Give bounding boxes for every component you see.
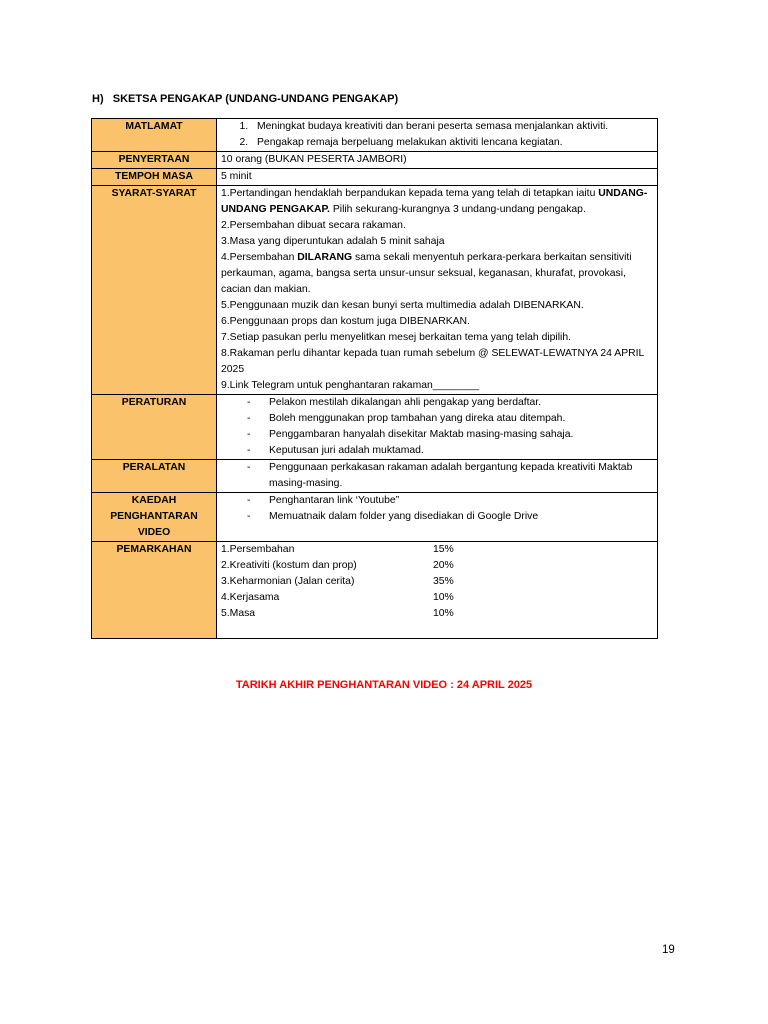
- list-item: - Penggambaran hanyalah disekitar Maktab masing-masing sahaja.: [221, 427, 653, 443]
- syarat-item-8: 8.Rakaman perlu dihantar kepada tuan rumah sebelum @ SELEWAT-LEWATNYA 24 APRIL 2025: [221, 348, 644, 375]
- score-row: 3.Keharmonian (Jalan cerita) 35%: [221, 576, 454, 587]
- syarat-item-1: 1.Pertandingan hendaklah berpandukan kepada tema yang telah di tetapkan iaitu UNDANG-UNDANG PENGAKAP. Pilih sekurang-kurangnya 3 undang-undang pengakap.: [221, 188, 648, 215]
- peralatan-list: [221, 460, 653, 492]
- deadline-note: TARIKH AKHIR PENGHANTARAN VIDEO : 24 APRIL 2025: [235, 679, 533, 691]
- score-row: 1.Persembahan 15%: [221, 544, 454, 555]
- score-row: 4.Kerjasama 10%: [221, 592, 454, 603]
- list-item: - Pelakon mestilah dikalangan ahli pengakap yang berdaftar.: [221, 395, 653, 411]
- score-row: 2.Kreativiti (kostum dan prop) 20%: [221, 560, 454, 571]
- page-number: 19: [662, 944, 675, 956]
- label-tempoh-masa: TEMPOH MASA: [92, 169, 217, 186]
- kaedah-list: [221, 493, 653, 525]
- syarat-item-6: 6.Penggunaan props dan kostum juga DIBENARKAN.: [221, 316, 470, 327]
- syarat-item-4: 4.Persembahan DILARANG sama sekali menyentuh perkara-perkara berkaitan sensitiviti perkauman, agama, bangsa serta unsur-unsur seksual, keganasan, khurafat, provokasi, cacian dan makian.: [221, 252, 632, 295]
- row-matlamat: [92, 119, 658, 152]
- score-row: 5.Masa 10%: [221, 608, 454, 619]
- row-peraturan: [92, 395, 658, 460]
- value-peralatan: [217, 460, 658, 493]
- peraturan-list: [221, 395, 653, 459]
- label-peraturan: PERATURAN: [92, 395, 217, 460]
- list-item: - Keputusan juri adalah muktamad.: [221, 443, 653, 459]
- value-matlamat: [217, 119, 658, 152]
- label-syarat: SYARAT-SYARAT: [92, 186, 217, 395]
- list-item: 2. Pengakap remaja berpeluang melakukan aktiviti lencana kegiatan.: [251, 135, 653, 151]
- label-peralatan: PERALATAN: [92, 460, 217, 493]
- value-penyertaan: 10 orang (BUKAN PESERTA JAMBORI): [217, 152, 658, 169]
- value-kaedah: [217, 493, 658, 542]
- list-item: - Penghantaran link ‘Youtube”: [221, 493, 653, 509]
- syarat-item-7: 7.Setiap pasukan perlu menyelitkan mesej berkaitan tema yang telah dipilih.: [221, 332, 572, 343]
- row-tempoh-masa: [92, 169, 658, 186]
- syarat-item-3: 3.Masa yang diperuntukan adalah 5 minit sahaja: [221, 236, 445, 247]
- label-matlamat: MATLAMAT: [92, 119, 217, 152]
- label-kaedah: KAEDAH PENGHANTARAN VIDEO: [92, 493, 217, 542]
- list-item: - Boleh menggunakan prop tambahan yang direka atau ditempah.: [221, 411, 653, 427]
- row-syarat: [92, 186, 658, 395]
- value-peraturan: [217, 395, 658, 460]
- row-peralatan: [92, 460, 658, 493]
- matlamat-list: [221, 119, 653, 151]
- contest-info-table: [91, 118, 658, 639]
- value-tempoh-masa: 5 minit: [217, 169, 658, 186]
- bold-text: UNDANG-UNDANG PENGAKAP.: [221, 188, 648, 215]
- row-pemarkahan: [92, 542, 658, 639]
- list-item: - Memuatnaik dalam folder yang disediakan di Google Drive: [221, 509, 653, 525]
- label-penyertaan: PENYERTAAN: [92, 152, 217, 169]
- value-syarat: [217, 186, 658, 395]
- syarat-item-5: 5.Penggunaan muzik dan kesan bunyi serta multimedia adalah DIBENARKAN.: [221, 300, 584, 311]
- syarat-item-9: 9.Link Telegram untuk penghantaran rakaman________: [221, 380, 480, 391]
- label-pemarkahan: PEMARKAHAN: [92, 542, 217, 639]
- row-penyertaan: [92, 152, 658, 169]
- section-heading: H) SKETSA PENGAKAP (UNDANG-UNDANG PENGAKAP): [92, 93, 399, 105]
- syarat-item-2: 2.Persembahan dibuat secara rakaman.: [221, 220, 406, 231]
- value-pemarkahan: [217, 542, 658, 639]
- list-item: - Penggunaan perkakasan rakaman adalah bergantung kepada kreativiti Maktab masing-masing.: [221, 460, 653, 492]
- bold-text: DILARANG: [297, 252, 353, 263]
- row-kaedah: [92, 493, 658, 542]
- list-item: 1. Meningkat budaya kreativiti dan berani peserta semasa menjalankan aktiviti.: [251, 119, 653, 135]
